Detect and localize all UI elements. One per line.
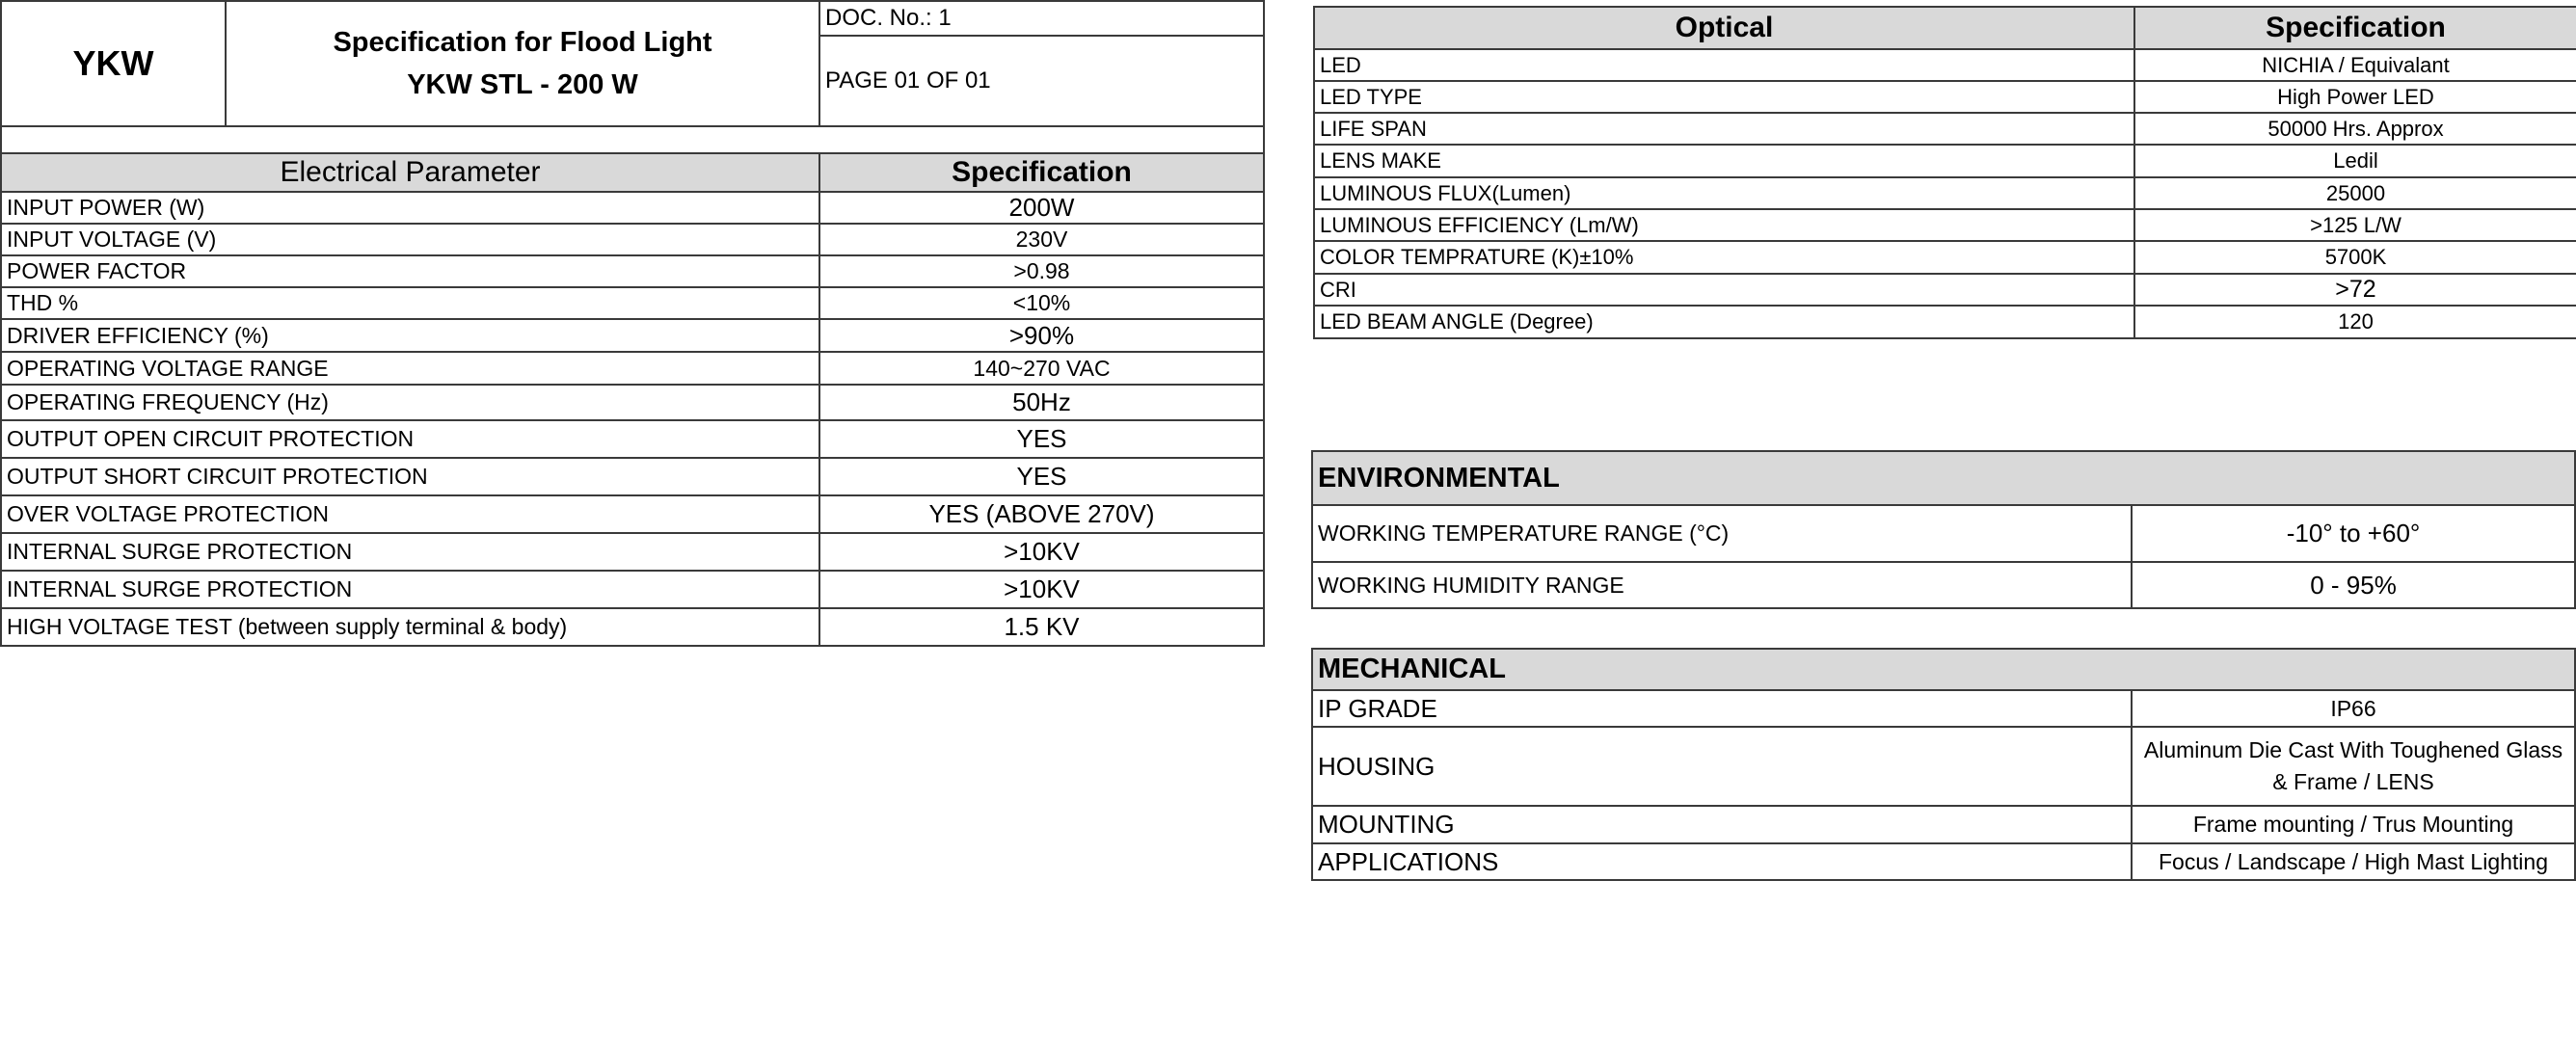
- environmental-table: [1311, 450, 2576, 609]
- table-row: [1314, 113, 2576, 145]
- electrical-table: [0, 152, 1265, 647]
- param-cell: LED TYPE: [1314, 81, 2134, 113]
- value-cell: 120: [2134, 306, 2576, 338]
- table-row: [1, 385, 1264, 420]
- param-cell: LIFE SPAN: [1314, 113, 2134, 145]
- optical-table: [1313, 6, 2576, 339]
- table-row: [1312, 727, 2575, 806]
- document-title: [226, 1, 819, 126]
- param-cell: OUTPUT SHORT CIRCUIT PROTECTION: [1, 458, 819, 495]
- param-cell: OPERATING VOLTAGE RANGE: [1, 352, 819, 385]
- table-row: [1314, 49, 2576, 81]
- table-row: [1, 420, 1264, 458]
- param-cell: WORKING HUMIDITY RANGE: [1312, 562, 2132, 608]
- value-cell: 200W: [819, 192, 1264, 224]
- value-cell: 25000: [2134, 177, 2576, 209]
- value-cell: 50000 Hrs. Approx: [2134, 113, 2576, 145]
- param-cell: IP GRADE: [1312, 690, 2132, 727]
- value-cell: IP66: [2132, 690, 2575, 727]
- title-line-1: Specification for Flood Light: [333, 27, 712, 58]
- table-row: [1312, 690, 2575, 727]
- param-cell: LUMINOUS EFFICIENCY (Lm/W): [1314, 209, 2134, 241]
- value-cell: Frame mounting / Trus Mounting: [2132, 806, 2575, 843]
- table-row: [1, 571, 1264, 608]
- table-row: [1, 192, 1264, 224]
- param-cell: WORKING TEMPERATURE RANGE (°C): [1312, 505, 2132, 562]
- table-row: [1314, 145, 2576, 177]
- value-cell: 230V: [819, 224, 1264, 255]
- table-row: [1, 224, 1264, 255]
- table-row: [1, 533, 1264, 571]
- header-table: [0, 0, 1265, 154]
- mechanical-title: MECHANICAL: [1312, 649, 2575, 690]
- table-row: [1314, 306, 2576, 338]
- param-cell: OUTPUT OPEN CIRCUIT PROTECTION: [1, 420, 819, 458]
- table-row: [1, 608, 1264, 646]
- electrical-header-row: [1, 153, 1264, 192]
- value-cell: 140~270 VAC: [819, 352, 1264, 385]
- doc-number: DOC. No.: 1: [819, 1, 1264, 36]
- value-cell: >72: [2134, 274, 2576, 306]
- value-cell: 0 - 95%: [2132, 562, 2575, 608]
- value-cell: >125 L/W: [2134, 209, 2576, 241]
- value-cell: >0.98: [819, 255, 1264, 287]
- company-logo-text: YKW: [1, 1, 226, 126]
- param-cell: INPUT VOLTAGE (V): [1, 224, 819, 255]
- table-row: [1, 255, 1264, 287]
- table-row: [1312, 806, 2575, 843]
- value-cell: >90%: [819, 319, 1264, 352]
- param-cell: DRIVER EFFICIENCY (%): [1, 319, 819, 352]
- param-cell: HOUSING: [1312, 727, 2132, 806]
- param-cell: COLOR TEMPRATURE (K)±10%: [1314, 241, 2134, 274]
- param-cell: INTERNAL SURGE PROTECTION: [1, 571, 819, 608]
- page-number: PAGE 01 OF 01: [819, 36, 1264, 126]
- value-cell: NICHIA / Equivalant: [2134, 49, 2576, 81]
- mechanical-table: [1311, 648, 2576, 881]
- param-cell: OPERATING FREQUENCY (Hz): [1, 385, 819, 420]
- optical-col-header: Optical: [1314, 7, 2134, 49]
- table-row: [1314, 241, 2576, 274]
- specification-col-header: Specification: [819, 153, 1264, 192]
- table-row: [1, 495, 1264, 533]
- environmental-title: ENVIRONMENTAL: [1312, 451, 2575, 505]
- table-row: [1, 319, 1264, 352]
- param-cell: LED BEAM ANGLE (Degree): [1314, 306, 2134, 338]
- param-cell: APPLICATIONS: [1312, 843, 2132, 880]
- value-cell: YES: [819, 420, 1264, 458]
- mechanical-header-row: [1312, 649, 2575, 690]
- param-cell: POWER FACTOR: [1, 255, 819, 287]
- value-cell: 50Hz: [819, 385, 1264, 420]
- table-row: [1312, 505, 2575, 562]
- table-row: [1312, 562, 2575, 608]
- table-row: [1314, 177, 2576, 209]
- optical-header-row: [1314, 7, 2576, 49]
- param-cell: INTERNAL SURGE PROTECTION: [1, 533, 819, 571]
- param-cell: THD %: [1, 287, 819, 319]
- param-cell: MOUNTING: [1312, 806, 2132, 843]
- table-row: [1, 352, 1264, 385]
- param-cell: CRI: [1314, 274, 2134, 306]
- table-row: [1, 458, 1264, 495]
- value-cell: <10%: [819, 287, 1264, 319]
- table-row: [1314, 81, 2576, 113]
- table-row: [1312, 843, 2575, 880]
- value-cell: Focus / Landscape / High Mast Lighting: [2132, 843, 2575, 880]
- value-cell: >10KV: [819, 533, 1264, 571]
- environmental-header-row: [1312, 451, 2575, 505]
- param-cell: HIGH VOLTAGE TEST (between supply terminal & body): [1, 608, 819, 646]
- param-cell: INPUT POWER (W): [1, 192, 819, 224]
- specification-col-header: Specification: [2134, 7, 2576, 49]
- value-cell: -10° to +60°: [2132, 505, 2575, 562]
- electrical-col-header: Electrical Parameter: [1, 153, 819, 192]
- param-cell: LED: [1314, 49, 2134, 81]
- header-spacer-row: [1, 126, 1264, 153]
- value-cell: High Power LED: [2134, 81, 2576, 113]
- table-row: [1314, 209, 2576, 241]
- value-cell: >10KV: [819, 571, 1264, 608]
- value-cell: Aluminum Die Cast With Toughened Glass & Frame / LENS: [2132, 727, 2575, 806]
- param-cell: LUMINOUS FLUX(Lumen): [1314, 177, 2134, 209]
- value-cell: 5700K: [2134, 241, 2576, 274]
- param-cell: LENS MAKE: [1314, 145, 2134, 177]
- value-cell: Ledil: [2134, 145, 2576, 177]
- value-cell: YES (ABOVE 270V): [819, 495, 1264, 533]
- title-line-2: YKW STL - 200 W: [407, 69, 638, 100]
- param-cell: OVER VOLTAGE PROTECTION: [1, 495, 819, 533]
- value-cell: YES: [819, 458, 1264, 495]
- table-row: [1314, 274, 2576, 306]
- table-row: [1, 287, 1264, 319]
- value-cell: 1.5 KV: [819, 608, 1264, 646]
